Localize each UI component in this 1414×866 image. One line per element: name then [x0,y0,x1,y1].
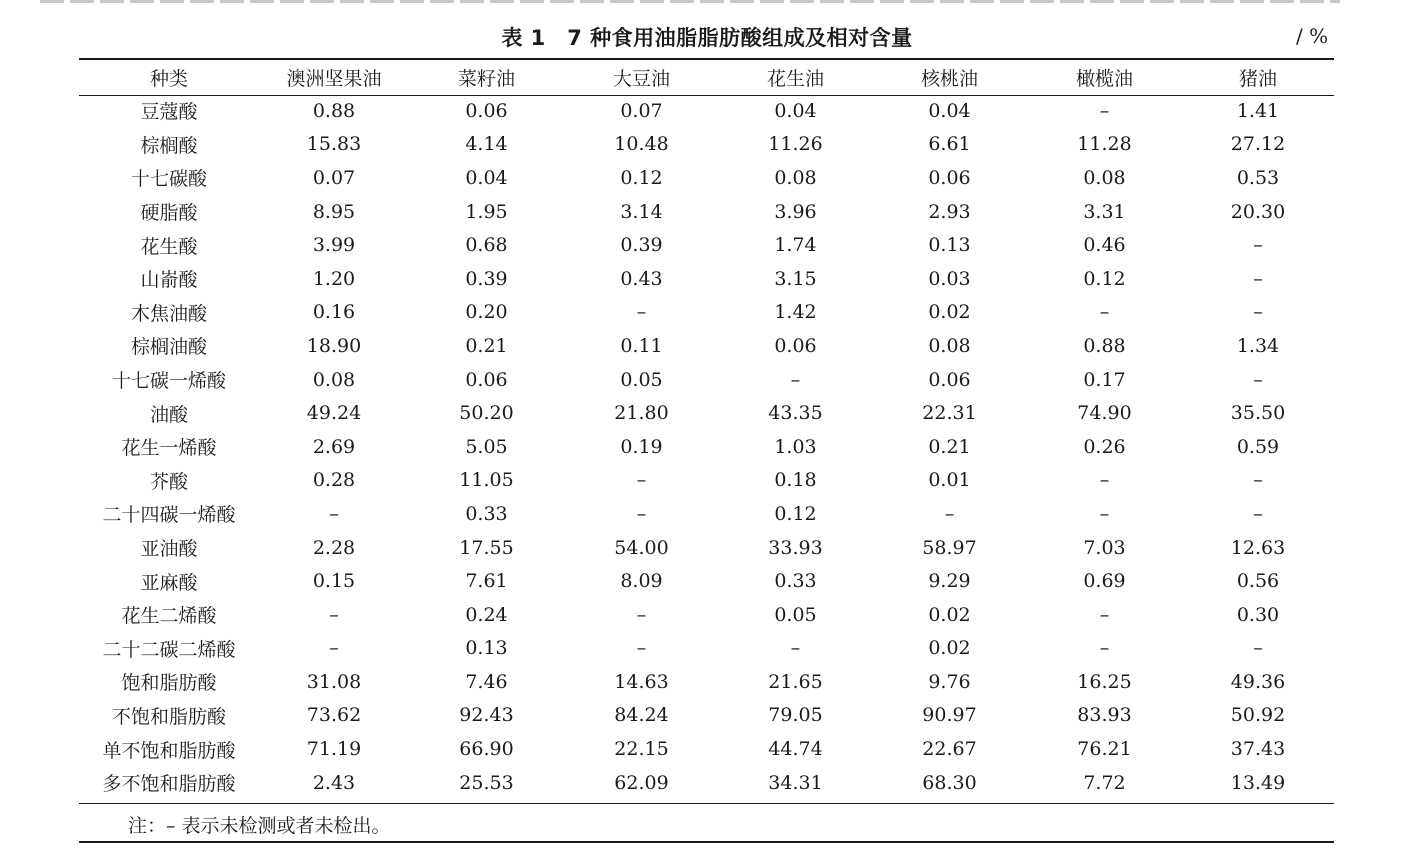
table-row [79,598,1334,632]
table-cell: 1.03 [774,435,817,458]
table-cell: – [1253,469,1263,492]
table-cell: 49.24 [306,402,362,425]
row-label: 亚麻酸 [140,571,198,594]
table-cell: – [1253,301,1263,324]
table-body [79,94,1334,799]
table-cell: 0.02 [928,603,971,626]
table-cell: – [1253,502,1263,525]
column-header: 种类 [149,67,188,90]
table-cell: 34.31 [768,771,823,794]
row-label: 棕榈酸 [140,134,198,157]
table-cell: – [1253,637,1263,660]
row-label: 单不饱和脂肪酸 [102,739,236,762]
table-cell: – [1253,234,1263,257]
table-cell: 0.12 [620,166,663,189]
row-label: 油酸 [149,403,188,426]
table-cell: 0.43 [620,267,663,290]
table-cell: 71.19 [306,738,362,761]
table-cell: – [1253,368,1263,391]
table-cell: 74.90 [1077,402,1132,425]
table-cell: – [329,637,339,660]
table-cell: 0.88 [1083,334,1126,357]
table-cell: 0.39 [620,234,663,257]
header-row [79,60,1334,94]
table-cell: 0.05 [620,368,663,391]
table-cell: 1.34 [1236,334,1280,357]
table-cell: 6.61 [928,133,971,156]
table-cell: 12.63 [1230,536,1286,559]
table-cell: 1.74 [774,234,817,257]
table-cell: 11.28 [1077,133,1132,156]
table-cell: 0.04 [465,166,508,189]
table-cell: 20.30 [1230,200,1286,223]
table-cell: 0.08 [928,334,971,357]
table-row [79,732,1334,766]
table-cell: – [329,502,339,525]
table-cell: 9.29 [928,570,971,593]
row-label: 亚油酸 [140,538,198,561]
table-cell: – [1099,637,1110,660]
table-cell: 25.53 [459,771,514,794]
column-header: 菜籽油 [457,67,515,90]
table-row [79,430,1334,464]
table-cell: 21.80 [614,402,669,425]
table-cell: 10.48 [614,133,669,156]
table-cell: 0.19 [620,435,663,458]
column-header: 大豆油 [612,67,670,90]
cropped-text-above [40,0,1340,3]
table-row [79,128,1334,162]
table-cell: 0.39 [465,267,508,290]
row-label: 芥酸 [149,470,188,493]
table-row [79,228,1334,262]
column-header: 猪油 [1238,67,1277,90]
table-cell: 0.21 [928,435,971,458]
table-cell: – [329,603,339,626]
column-header: 橄榄油 [1075,67,1133,90]
table-cell: 1.20 [312,267,356,290]
table-cell: 0.26 [1083,435,1126,458]
table-row [79,699,1334,733]
table-cell: 0.02 [928,637,971,660]
table-caption: 表 1 7 种食用油脂脂肪酸组成及相对含量 [501,26,913,50]
table-cell: 0.13 [928,234,971,257]
table-cell: 66.90 [459,738,514,761]
table-cell: 0.04 [774,99,817,122]
table-cell: 0.16 [312,301,356,324]
table-cell: 2.28 [312,536,356,559]
table-cell: 1.95 [465,200,508,223]
table-cell: 0.03 [928,267,971,290]
row-label: 豆蔻酸 [140,101,198,124]
table-cell: 0.53 [1236,166,1280,189]
table-cell: 0.68 [465,234,508,257]
row-label: 花生酸 [140,235,198,258]
table-cell: 0.08 [774,166,817,189]
row-label: 棕榈油酸 [130,336,207,359]
table-cell: 68.30 [922,771,977,794]
table-cell: 2.69 [312,435,356,458]
table-cell: 7.61 [465,570,508,593]
table-cell: – [790,637,801,660]
table-cell: 62.09 [614,771,669,794]
table-cell: 50.20 [459,402,514,425]
table-row [79,161,1334,195]
table-cell: 84.24 [614,704,669,727]
table-cell: 3.31 [1083,200,1126,223]
table-row [79,564,1334,598]
table-cell: 0.17 [1083,368,1126,391]
table-cell: 0.05 [774,603,817,626]
table-cell: 83.93 [1077,704,1132,727]
table-cell: 92.43 [459,704,514,727]
table-cell: 0.06 [774,334,817,357]
table-cell: 0.33 [774,570,817,593]
table-cell: 0.02 [928,301,971,324]
table-cell: 0.46 [1083,234,1126,257]
table-cell: 0.28 [312,469,356,492]
table-cell: 8.95 [312,200,356,223]
table-cell: 13.49 [1230,771,1286,794]
table-cell: 43.35 [768,402,823,425]
row-label: 二十二碳二烯酸 [102,638,236,661]
table-row [79,296,1334,330]
table-cell: 0.12 [774,502,817,525]
column-header: 核桃油 [920,67,978,90]
row-label: 十七碳酸 [130,168,207,191]
row-label: 山嵛酸 [140,269,198,292]
table-cell: – [1099,603,1110,626]
table-cell: 1.41 [1236,99,1280,122]
table-cell: 0.07 [620,99,663,122]
table-cell: 4.14 [465,133,508,156]
table-cell: 14.63 [614,670,669,693]
table-cell: 0.18 [774,469,817,492]
bottom-rule [79,803,1334,804]
table-cell: – [1099,469,1110,492]
table-cell: 2.93 [928,200,971,223]
table-cell: 22.31 [922,402,977,425]
table-cell: – [636,301,647,324]
table-cell: 27.12 [1230,133,1286,156]
table-cell: 3.99 [312,234,356,257]
table-cell: 0.06 [465,99,508,122]
table-cell: 8.09 [620,570,663,593]
table-cell: 76.21 [1077,738,1132,761]
table-cell: 16.25 [1077,670,1132,693]
table-cell: 7.03 [1083,536,1126,559]
table-row [79,363,1334,397]
table-cell: – [1099,99,1110,122]
table-cell: 79.05 [768,704,823,727]
table-cell: 0.59 [1236,435,1280,458]
row-label: 十七碳一烯酸 [111,370,226,393]
table-cell: – [636,637,647,660]
unit-label: / % [1296,24,1329,48]
table-cell: 2.43 [312,771,356,794]
table-cell: 0.15 [312,570,356,593]
table-cell: 0.13 [465,637,508,660]
table-cell: 9.76 [928,670,971,693]
table-cell: 0.30 [1236,603,1280,626]
table-cell: 0.11 [620,334,663,357]
table-cell: 18.90 [306,334,362,357]
table-cell: – [1253,267,1263,290]
table-cell: 1.42 [774,301,817,324]
table-cell: 54.00 [614,536,669,559]
table-cell: 35.50 [1230,402,1286,425]
table-cell: 0.01 [928,469,971,492]
table-cell: – [1099,301,1110,324]
table-cell: 0.08 [1083,166,1126,189]
table-row [79,665,1334,699]
table-row [79,766,1334,800]
table-cell: 3.14 [620,200,663,223]
table-cell: 58.97 [922,536,977,559]
table-cell: 0.06 [465,368,508,391]
table-row [79,632,1334,666]
fatty-acid-table [79,60,1334,799]
table-cell: 15.83 [306,133,362,156]
table-cell: 73.62 [306,704,362,727]
row-label: 硬脂酸 [140,202,198,225]
table-row [79,329,1334,363]
row-label: 二十四碳一烯酸 [102,504,236,527]
table-cell: – [636,603,647,626]
table-cell: 37.43 [1230,738,1286,761]
row-label: 花生一烯酸 [121,437,217,460]
table-cell: 0.08 [312,368,356,391]
row-label: 不饱和脂肪酸 [111,705,226,728]
row-label: 多不饱和脂肪酸 [102,773,236,796]
row-label: 饱和脂肪酸 [121,672,217,695]
table-cell: 0.69 [1083,570,1126,593]
table-cell: 0.07 [312,166,356,189]
row-label: 木焦油酸 [130,302,207,325]
table-cell: 7.46 [465,670,508,693]
table-cell: – [636,469,647,492]
table-cell: 0.33 [465,502,508,525]
table-cell: 0.06 [928,166,971,189]
table-cell: 3.96 [774,200,817,223]
column-header: 花生油 [766,67,824,90]
table-cell: 17.55 [459,536,514,559]
table-row [79,94,1334,128]
table-cell: 44.74 [768,738,823,761]
table-cell: 11.26 [768,133,823,156]
table-cell: 22.15 [614,738,669,761]
table-cell: 90.97 [922,704,977,727]
table-cell: – [636,502,647,525]
row-label: 花生二烯酸 [121,605,217,628]
table-row [79,531,1334,565]
table-cell: 3.15 [774,267,817,290]
table-cell: 22.67 [922,738,977,761]
table-cell: 50.92 [1230,704,1286,727]
footer-rule [79,841,1334,843]
table-row [79,497,1334,531]
table-cell: 5.05 [465,435,508,458]
table-cell: 0.56 [1236,570,1280,593]
table-cell: 21.65 [768,670,823,693]
table-cell: 0.06 [928,368,971,391]
table-cell: 0.21 [465,334,508,357]
table-row [79,262,1334,296]
table-row [79,396,1334,430]
table-note: 注：– 表示未检测或者未检出。 [128,815,391,837]
table-cell: 0.04 [928,99,971,122]
table-cell: – [790,368,801,391]
column-header: 澳洲坚果油 [286,67,382,90]
table-cell: 49.36 [1230,670,1286,693]
table-cell: 7.72 [1083,771,1126,794]
table-cell: 33.93 [768,536,823,559]
table-cell: 0.88 [312,99,356,122]
table-cell: 0.24 [465,603,508,626]
table-row [79,464,1334,498]
table-cell: 11.05 [459,469,514,492]
table-cell: 0.20 [465,301,508,324]
table-row [79,195,1334,229]
table-cell: – [944,502,955,525]
table-cell: – [1099,502,1110,525]
table-cell: 0.12 [1083,267,1126,290]
table-cell: 31.08 [306,670,362,693]
